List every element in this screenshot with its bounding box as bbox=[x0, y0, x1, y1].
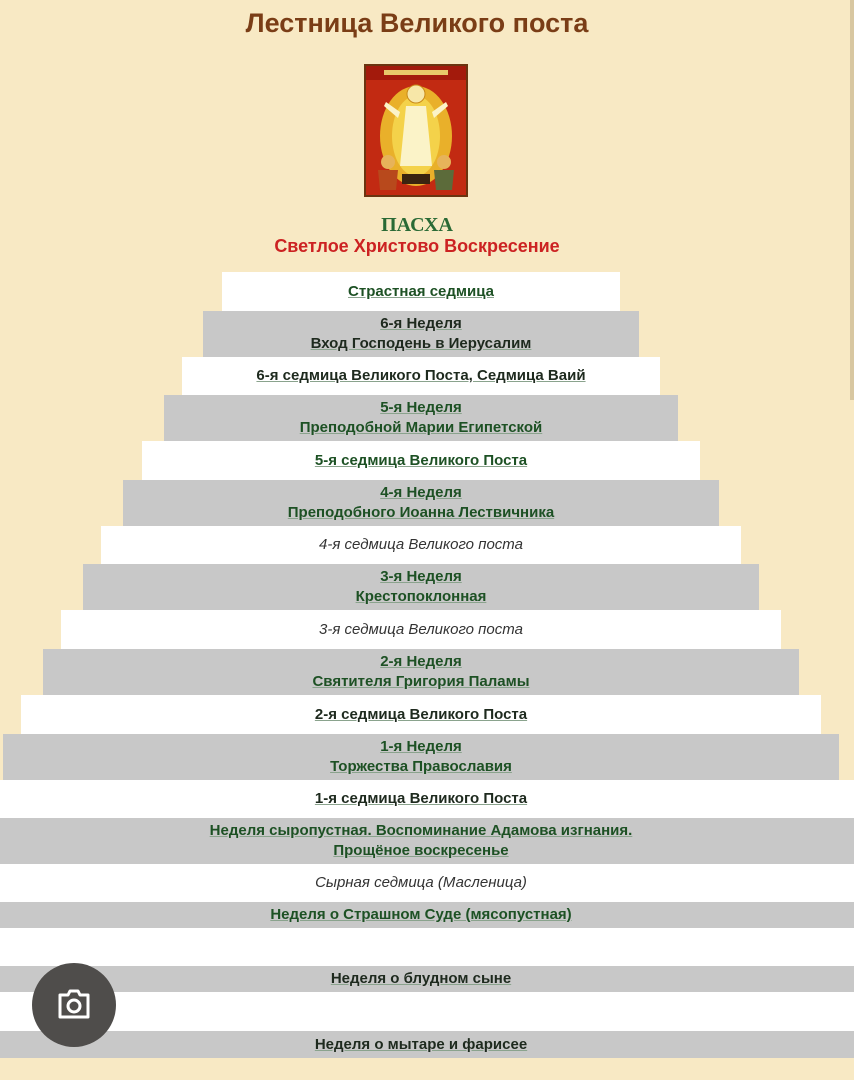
lens-button[interactable] bbox=[32, 963, 116, 1047]
step-text: Неделя о мытаре и фарисее bbox=[314, 1035, 528, 1053]
pascha-label: ПАСХА bbox=[381, 214, 453, 236]
step-text: 1-я седмица Великого Поста bbox=[314, 790, 528, 807]
ladder-step-18 bbox=[0, 966, 854, 992]
ladder-step-14 bbox=[0, 818, 854, 864]
step-text: 5-я седмица Великого Поста bbox=[314, 451, 528, 469]
ladder-step-9 bbox=[61, 610, 780, 649]
ladder-step-12 bbox=[3, 734, 840, 780]
ladder-step-2 bbox=[203, 311, 638, 357]
step-text: 6-я седмица Великого Поста, Седмица Ваий bbox=[256, 367, 586, 384]
resurrection-subtitle: Светлое Христово Воскресение bbox=[274, 236, 560, 256]
ladder-step-5 bbox=[142, 441, 701, 480]
ladder-step-6 bbox=[123, 480, 719, 526]
step-text: 4-я седмица Великого поста bbox=[319, 536, 523, 553]
ladder-step-10 bbox=[43, 649, 799, 695]
camera-lens-icon bbox=[54, 985, 94, 1025]
step-text: 4-я Неделя bbox=[380, 484, 462, 501]
ladder-step-4 bbox=[164, 395, 679, 441]
step-text: Неделя о Страшном Суде (мясопустная) bbox=[270, 906, 572, 923]
step-text: Неделя о блудном сыне bbox=[330, 970, 512, 987]
step-text: Неделя сыропустная. Воспоминание Адамова изгнания. bbox=[209, 822, 633, 839]
ladder-step-3 bbox=[182, 357, 661, 395]
ladder-step-15 bbox=[0, 864, 854, 902]
step-text: Страстная седмица bbox=[348, 282, 494, 300]
step-text: Преподобного Иоанна Лествичника bbox=[287, 504, 555, 521]
step-text: Преподобной Марии Египетской bbox=[299, 419, 543, 436]
step-text: 2-я Неделя bbox=[380, 653, 462, 670]
step-text: Торжества Православия bbox=[330, 758, 512, 775]
step-text: 5-я Неделя bbox=[380, 399, 462, 416]
page-title: Лестница Великого поста bbox=[245, 8, 589, 38]
step-text: 1-я Неделя bbox=[380, 738, 462, 755]
ladder-step-16 bbox=[0, 902, 854, 928]
step-text: 3-я седмица Великого поста bbox=[319, 620, 523, 638]
ladder-step-20 bbox=[0, 1031, 854, 1058]
ladder-step-7 bbox=[101, 526, 740, 564]
ladder-step-11 bbox=[21, 695, 821, 734]
step-text: Святителя Григория Паламы bbox=[312, 673, 530, 690]
ladder-step-17 bbox=[0, 928, 854, 966]
step-text: Прощёное воскресенье bbox=[333, 842, 509, 859]
step-text: Сырная седмица (Масленица) bbox=[315, 874, 527, 891]
ladder-step-19 bbox=[0, 992, 854, 1031]
step-text: 3-я Неделя bbox=[380, 568, 462, 585]
ladder-step-13 bbox=[0, 780, 854, 818]
step-text: 6-я Неделя bbox=[380, 315, 462, 332]
step-text: Крестопоклонная bbox=[355, 588, 487, 605]
ladder-step-8 bbox=[83, 564, 758, 610]
ladder-step-1 bbox=[222, 272, 620, 311]
step-text: Вход Господень в Иерусалим bbox=[310, 335, 532, 352]
step-text: 2-я седмица Великого Поста bbox=[314, 705, 528, 723]
